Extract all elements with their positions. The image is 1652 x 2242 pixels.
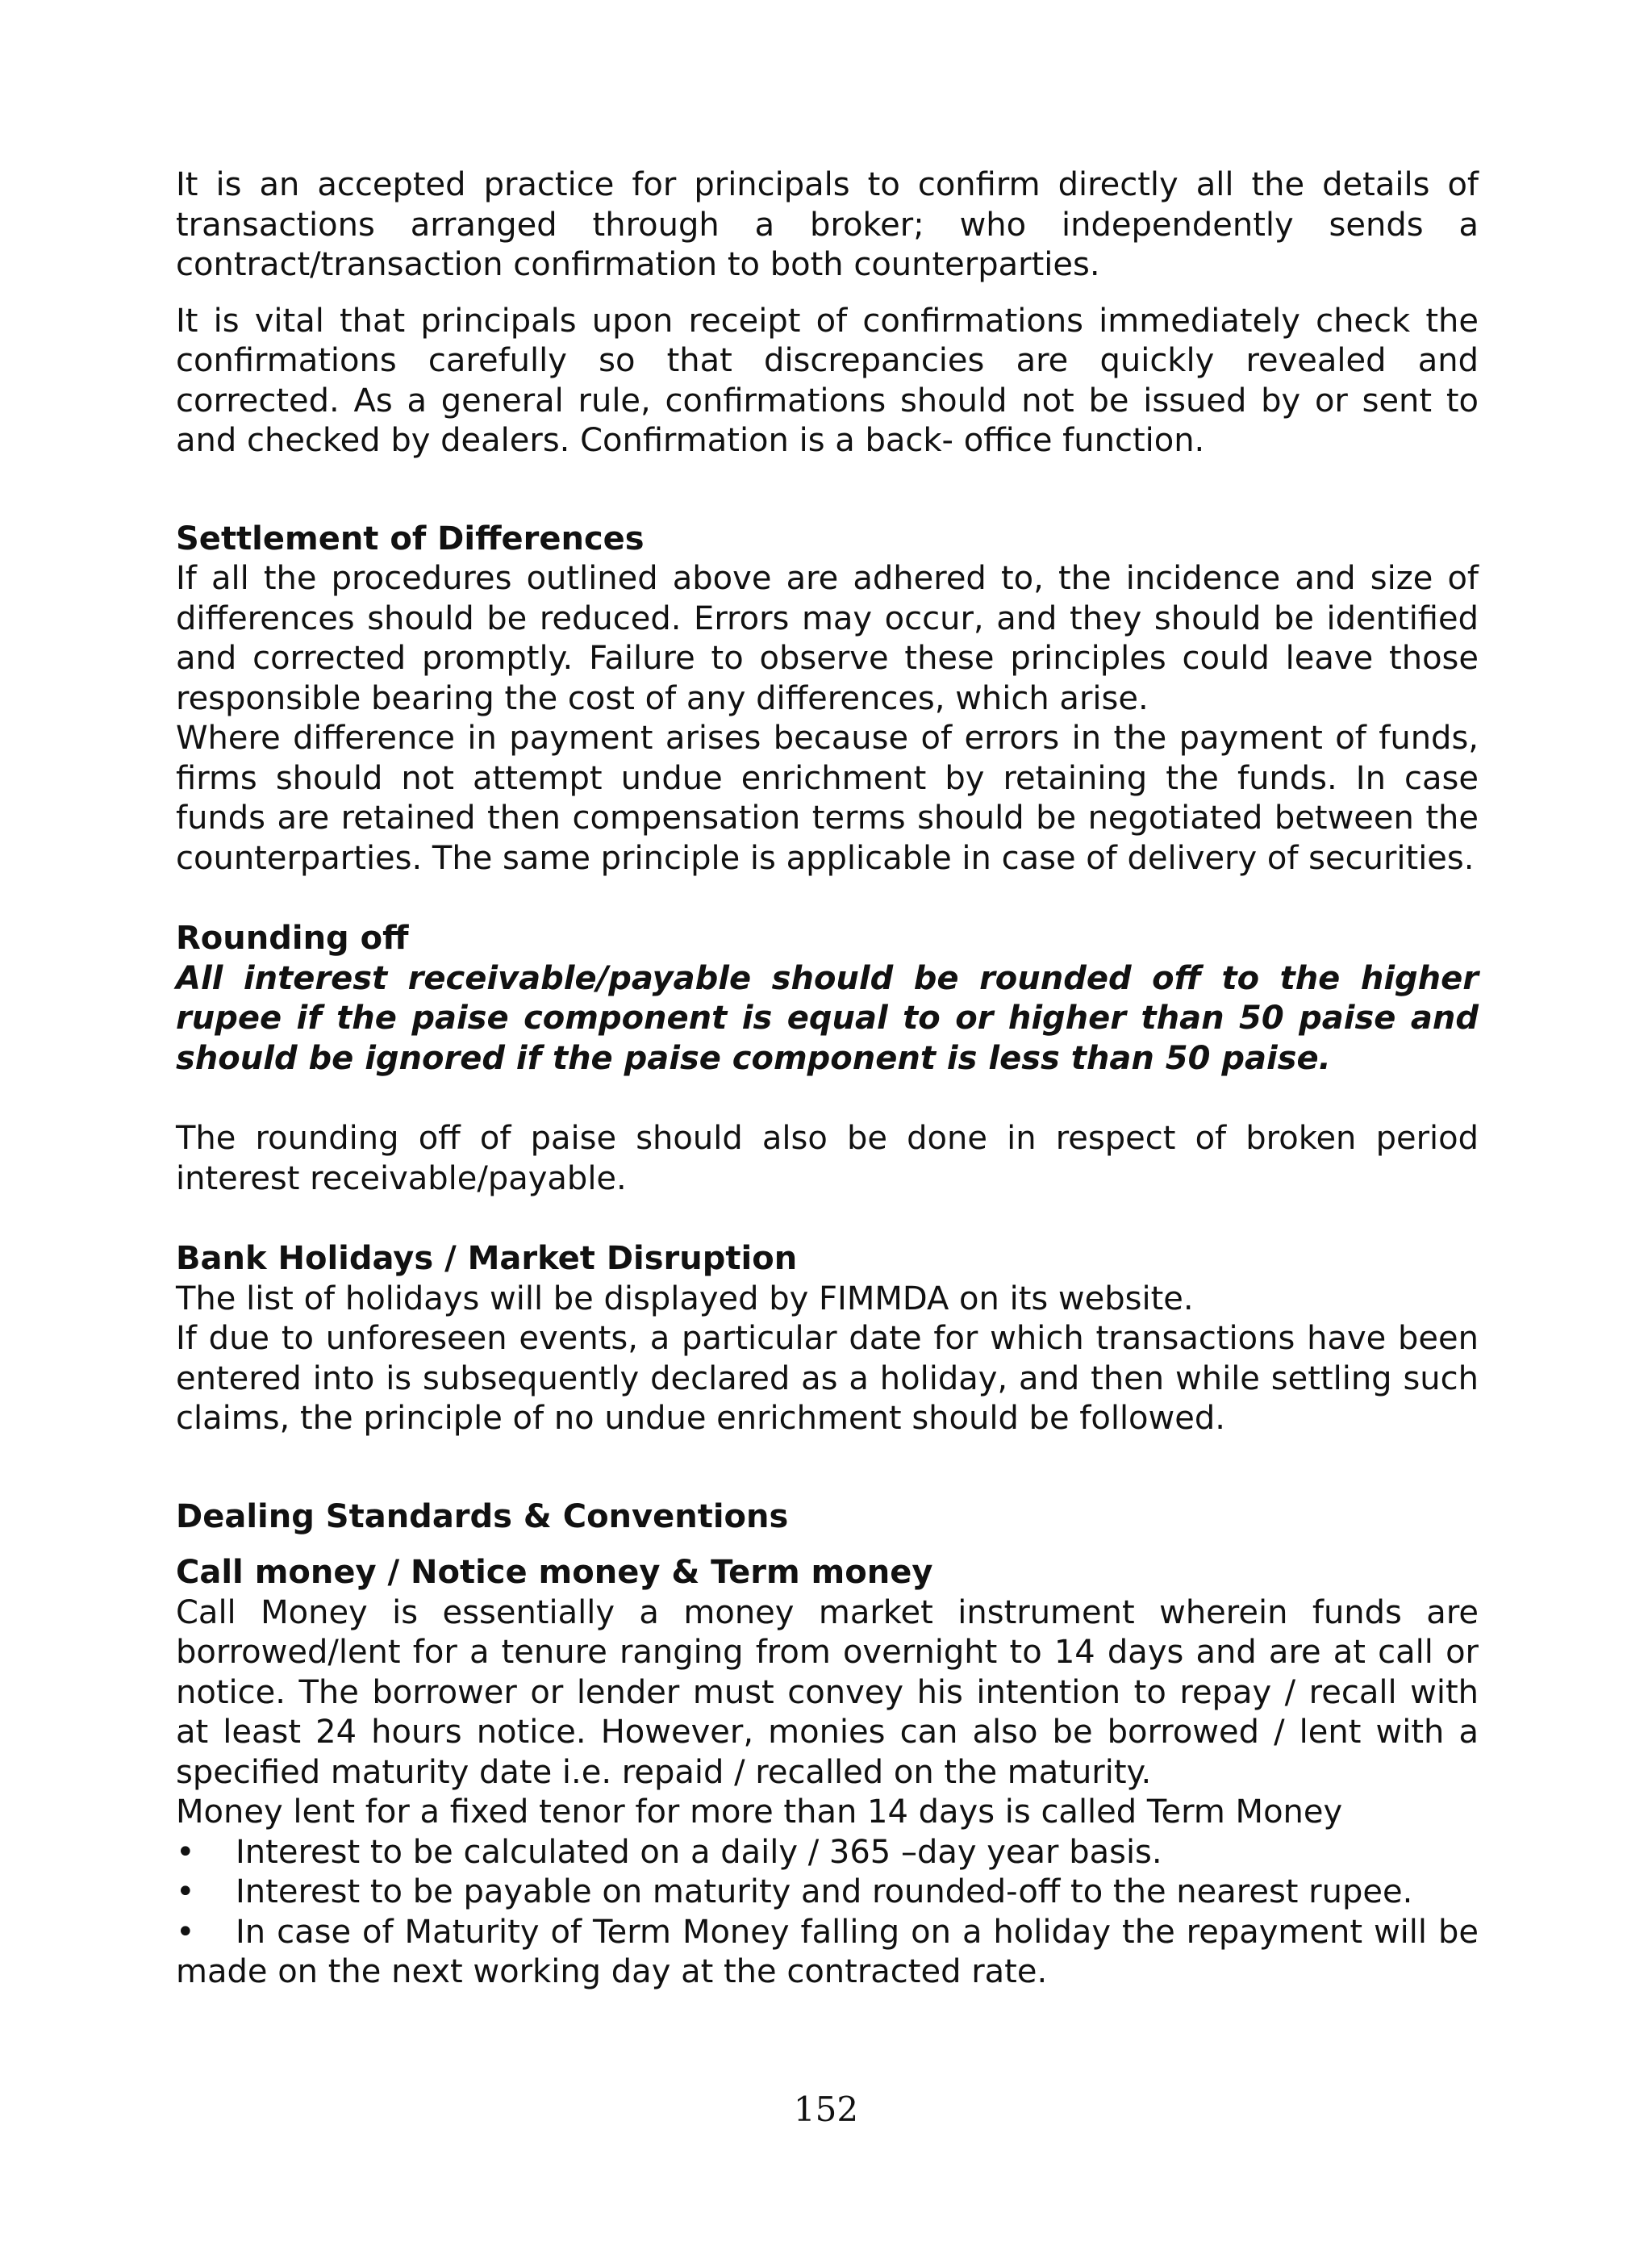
section-heading-dealing: Dealing Standards & Conventions — [176, 1497, 789, 1535]
bullet-text: In case of Maturity of Term Money falling on a holiday the repayment will be made on the next working day at the contracted rate. — [176, 1913, 1479, 1990]
holidays-paragraph-2: If due to unforeseen events, a particular date for which transactions have been entered into is subsequently declared as a holiday, and then while settling such claims, the principle of no undue enrichment should be followed. — [176, 1320, 1479, 1437]
rounding-rule: All interest receivable/payable should be rounded off to the higher rupee if the paise component is equal to or higher than 50 paise and should be ignored if the paise component is less than 50 paise. — [176, 959, 1479, 1077]
call-money-paragraph-1: Call Money is essentially a money market instrument wherein funds are borrowed/lent for a tenure ranging from overnight to 14 days and are at call or notice. The borrower or lender must convey his intention to repay / recall with at least 24 hours notice. However, monies can also be borrowed / lent with a specified maturity date i.e. repaid / recalled on the maturity. — [176, 1593, 1479, 1791]
bullet-icon: • — [176, 1833, 195, 1871]
settlement-paragraph-1: If all the procedures outlined above are adhered to, the incidence and size of differences should be reduced. Errors may occur, and they should be identified and corrected promptly. Failure to observe these principles could leave those responsible bearing the cost of any differences, which arise. — [176, 560, 1479, 717]
holidays-paragraph-1: The list of holidays will be displayed by FIMMDA on its website. — [176, 1280, 1194, 1317]
rounding-paragraph-1: The rounding off of paise should also be done in respect of broken period interest receivable/payable. — [176, 1120, 1479, 1197]
call-money-paragraph-2: Money lent for a fixed tenor for more than 14 days is called Term Money — [176, 1793, 1343, 1831]
bullet-text: Interest to be payable on maturity and rounded-off to the nearest rupee. — [236, 1873, 1413, 1910]
bullet-icon: • — [176, 1873, 195, 1910]
section-heading-rounding: Rounding off — [176, 920, 409, 957]
settlement-paragraph-2: Where difference in payment arises because of errors in the payment of funds, firms should not attempt undue enrichment by retaining the funds. In case funds are retained then compensation terms should be negotiated between the counterparties. The same principle is applicable in case of delivery of securities. — [176, 720, 1479, 877]
intro-paragraph-2: It is vital that principals upon receipt of confirmations immediately check the confirmations carefully so that discrepancies are quickly revealed and corrected. As a general rule, confirmations should not be issued by or sent to and checked by dealers. Confirmation is a back- office function. — [176, 302, 1479, 459]
bullet-item — [176, 1913, 1479, 1993]
bullet-item — [176, 1873, 1479, 1913]
section-heading-holidays: Bank Holidays / Market Disruption — [176, 1240, 798, 1277]
bullet-item — [176, 1833, 1479, 1873]
page-number: 152 — [793, 2090, 859, 2129]
intro-paragraph-1: It is an accepted practice for principals to confirm directly all the details of transactions arranged through a broker; who independently sends a contract/transaction confirmation to both counterparties. — [176, 166, 1479, 283]
bullet-icon: • — [176, 1913, 195, 1951]
bullet-text: Interest to be calculated on a daily / 365 –day year basis. — [236, 1833, 1162, 1871]
section-heading-call-money: Call money / Notice money & Term money — [176, 1554, 933, 1591]
section-heading-settlement: Settlement of Differences — [176, 520, 645, 557]
document-page — [176, 165, 1479, 1993]
